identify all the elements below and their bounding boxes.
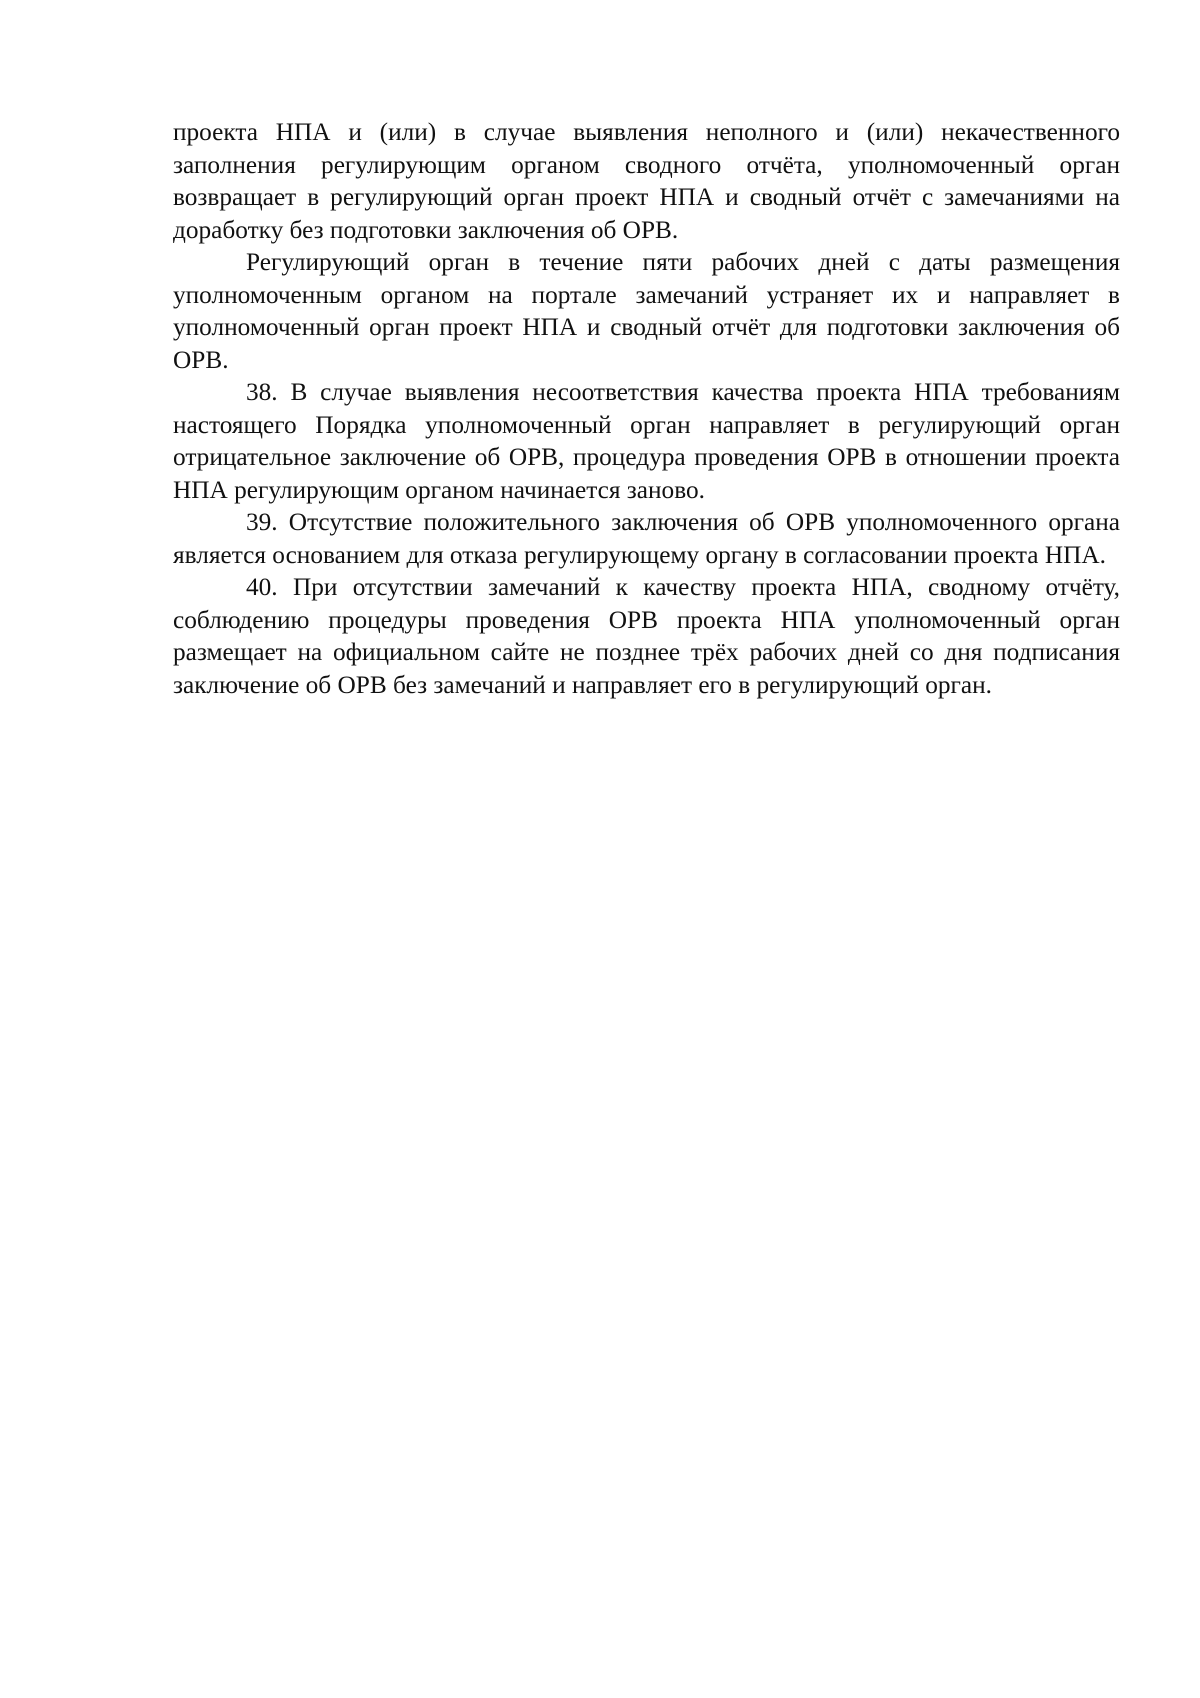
paragraph-item-40: 40. При отсутствии замечаний к качеству проекта НПА, сводному отчёту, соблюдению процедуры проведения ОРВ проекта НПА уполномоченный орган размещает на официальном сайте не позднее трёх рабочих дней со дня подписания заключение об ОРВ без замечаний и направляет его в регулирующий орган.: [173, 573, 1120, 699]
document-body: [173, 116, 1120, 701]
paragraph-regulator-response: Регулирующий орган в течение пяти рабочих дней с даты размещения уполномоченным органом на портале замечаний устраняет их и направляет в уполномоченный орган проект НПА и сводный отчёт для подготовки заключения об ОРВ.: [173, 248, 1120, 374]
paragraph-item-39: 39. Отсутствие положительного заключения об ОРВ уполномоченного органа является основанием для отказа регулирующему органу в согласовании проекта НПА.: [173, 508, 1120, 569]
paragraph-item-38: 38. В случае выявления несоответствия качества проекта НПА требованиям настоящего Порядка уполномоченный орган направляет в регулирующий орган отрицательное заключение об ОРВ, процедура проведения ОРВ в отношении проекта НПА регулирующим органом начинается заново.: [173, 378, 1120, 504]
paragraph-continuation: проекта НПА и (или) в случае выявления неполного и (или) некачественного заполнения регулирующим органом сводного отчёта, уполномоченный орган возвращает в регулирующий орган проект НПА и сводный отчёт с замечаниями на доработку без подготовки заключения об ОРВ.: [173, 118, 1120, 244]
